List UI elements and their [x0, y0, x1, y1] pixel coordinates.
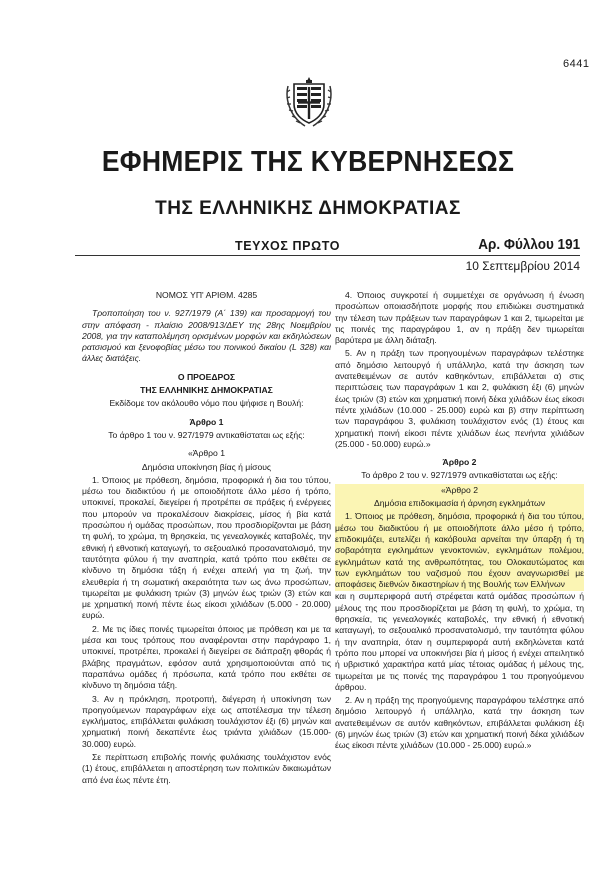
article-1-intro: Το άρθρο 1 του ν. 927/1979 αντικαθίσταται ως εξής: [108, 429, 305, 440]
greek-coat-of-arms-emblem [285, 76, 333, 128]
article-1-par-1: 1. Όποιος με πρόθεση, δημόσια, προφορικά ή δια του τύπου, μέσω του διαδικτύου ή με οποιοδήποτε άλλο μέσο ή τρόπο, υποκινεί, προκαλεί, διεγείρει ή προτρέπει σε πράξεις ή ενέργειες που μπορούν να προκαλέσουν διακρίσεις, μίσος ή βία κατά προσώπου ή ομάδας προσώπων, που προσδιορίζονται με βάση τη φυλή, το χρώμα, τη θρησκεία, τις γενεαλογικές καταβολές, την εθνική ή εθνοτική καταγωγή, το σεξουαλικό προσανατολισμό, την ταυτότητα φύλου ή την αναπηρία, κατά τρόπο που εκθέτει σε κίνδυνο τη δημόσια τάξη ή ενέχει απειλή για τη ζωή, την ελευθερία ή τη σωματική ακεραιότητα των ως άνω προσώπων, τιμωρείται με φυλάκιση τριών (3) μηνών έως τριών (3) ετών και με χρηματική ποινή πέντε έως είκοσι χιλιάδων (5.000 - 20.000) ευρώ. [82, 474, 331, 621]
article-1-par-3-sub: Σε περίπτωση επιβολής ποινής φυλάκισης τουλάχιστον ενός (1) έτους, επιβάλλεται η αποστέρηση των πολιτικών δικαιωμάτων από ένα έως πέντε έτη. [82, 751, 331, 785]
president-line-2: ΤΗΣ ΕΛΛΗΝΙΚΗΣ ΔΗΜΟΚΡΑΤΙΑΣ [140, 385, 273, 396]
sheet-number: Αρ. Φύλλου 191 [478, 236, 580, 253]
law-description: Τροποποίηση του ν. 927/1979 (Α΄ 139) και προσαρμογή του στην απόφαση - πλαίσιο 2008/913/ΔΕΥ της 28ης Νοεμβρίου 2008, για την καταπολέμηση ορισμένων μορφών και εκδηλώσεων ρατσισμού και ξενοφοβίας μέσω του ποινικού δικαίου (L 328) και άλλες διατάξεις. [82, 308, 331, 364]
article-2-heading: Άρθρο 2 [442, 457, 477, 468]
page-number: 6441 [563, 58, 590, 70]
article-1-par-2: 2. Με τις ίδιες ποινές τιμωρείται όποιος με πρόθεση και με τα μέσα και τους τρόπους που αναφέρονται στην παράγραφο 1, υποκινεί, προτρέπει, προκαλεί ή διεγείρει σε διάπραξη φθοράς ή βλάβης πραγμάτων, εφόσον αυτά χρησιμοποιούνται από τις παραπάνω ομάδες ή πρόσωπα, κατά τρόπο που εκθέτει σε κίνδυνο τη δημόσια τάξη. [82, 623, 331, 691]
article-2-par-2: 2. Αν η πράξη της προηγούμενης παραγράφου τελέστηκε από δημόσιο λειτουργό ή υπάλληλο, κατά την άσκηση των ανατεθειμένων σε αυτόν καθηκόντων, επιβάλλεται φυλάκιση έξι (6) μηνών έως τριών (3) ετών και χρηματική ποινή δέκα χιλιάδων έως είκοσι πέντε χιλιάδων (10.000 - 25.000) ευρώ.» [335, 695, 584, 751]
issue-date: 10 Σεπτεμβρίου 2014 [465, 259, 580, 273]
article-2-intro: Το άρθρο 2 του ν. 927/1979 αντικαθίσταται ως εξής: [361, 470, 558, 481]
article-1-par-4: 4. Όποιος συγκροτεί ή συμμετέχει σε οργάνωση ή ένωση προσώπων οποιασδήποτε μορφής που επιδιώκει συστηματικά την τέλεση των πράξεων των παραγράφων 1 και 2, τιμωρείται με τις ποινές της παραγράφου 1, αν η πράξη δεν τιμωρείται βαρύτερα με άλλη διάταξη. [335, 290, 584, 346]
article-1-heading: Άρθρο 1 [189, 416, 224, 427]
issue-label: ΤΕΥΧΟΣ ΠΡΩΤΟ [235, 239, 341, 253]
header-divider [75, 255, 580, 256]
president-line-1: Ο ΠΡΟΕΔΡΟΣ [177, 371, 236, 382]
article-2-par-1-rest: και η συμπεριφορά αυτή στρέφεται κατά ομάδας προσώπων ή μέλους της που προσδιορίζεται με βάση τη φυλή, το χρώμα, τη θρησκεία, τις γενεαλογικές καταβολές, την εθνική ή εθνοτική καταγωγή, το σεξουαλικό προσανατολισμό, την ταυτότητα φύλου ή την αναπηρία, όταν η συμπεριφορά αυτή εκδηλώνεται κατά τρόπο που μπορεί να υποκινήσει βία ή μίσος ή ενέχει απειλητικό ή υβριστικό χαρακτήρα κατά μίας τέτοιας ομάδας ή μέλους της, τιμωρείται με τις ποινές της παραγράφου 1 του προηγούμενου άρθρου. [335, 591, 584, 692]
quoted-article-2-title: Δημόσια επιδοκιμασία ή άρνηση εγκλημάτων [373, 498, 546, 509]
promulgation-text: Εκδίδομε τον ακόλουθο νόμο που ψήφισε η Βουλή: [109, 398, 304, 409]
quoted-article-1-title: Δημόσια υποκίνηση βίας ή μίσους [141, 461, 272, 472]
gazette-title: ΕΦΗΜΕΡΙΣ ΤΗΣ ΚΥΒΕΡΝΗΣΕΩΣ [101, 146, 515, 178]
left-column [82, 290, 331, 788]
quoted-article-2: «Άρθρο 2 [440, 484, 479, 495]
right-column [335, 290, 584, 754]
article-2-par-1-highlighted: 1. Όποιος με πρόθεση, δημόσια, προφορικά ή δια του τύπου, μέσω του διαδικτύου ή με οποιοδήποτε άλλο μέσο ή τρόπο, επιδοκιμάζει, ευτελίζει ή κακόβουλα αρνείται την ύπαρξη ή τη σοβαρότητα εγκλημάτων γενοκτονιών, εγκλημάτων πολέμου, εγκλημάτων κατά της ανθρωπότητας, του Ολοκαυτώματος και των εγκλημάτων του ναζισμού που έχουν αναγνωρισθεί με αποφάσεις διεθνών δικαστηρίων ή της Βουλής των Ελλήνων [335, 511, 584, 590]
highlighted-passage [335, 484, 584, 592]
article-1-par-3: 3. Αν η πρόκληση, προτροπή, διέγερση ή υποκίνηση των προηγούμενων παραγράφων είχε ως αποτέλεσμα την τέλεση εγκλήματος, επιβάλλεται φυλάκιση τουλάχιστον έξι (6) μηνών και χρηματική ποινή δεκαπέντε έως τριάντα χιλιάδων (15.000-30.000) ευρώ. [82, 693, 331, 749]
gazette-subtitle: ΤΗΣ ΕΛΛΗΝΙΚΗΣ ΔΗΜΟΚΡΑΤΙΑΣ [155, 198, 461, 219]
quoted-article-1: «Άρθρο 1 [187, 448, 226, 459]
article-1-par-5: 5. Αν η πράξη των προηγουμένων παραγράφων τελέστηκε από δημόσιο λειτουργό ή υπάλληλο, κατά την άσκηση των ανατεθειμένων σε αυτόν καθηκόντων, επιβάλλεται α) στις περιπτώσεις των παραγράφων 1 και 2, φυλάκιση έξι (6) μηνών έως τριών (3) ετών και χρηματική ποινή δέκα χιλιάδων έως είκοσι πέντε χιλιάδων (10.000 - 25.000) ευρώ και β) στην περίπτωση των παραγράφου 3, φυλάκιση τουλάχιστον ενός (1) έτους και χρηματική ποινή είκοσι πέντε χιλιάδων έως πενήντα χιλιάδων (25.000 - 50.000) ευρώ.» [335, 348, 584, 449]
law-title: ΝΟΜΟΣ ΥΠ' ΑΡΙΘΜ. 4285 [155, 290, 258, 300]
